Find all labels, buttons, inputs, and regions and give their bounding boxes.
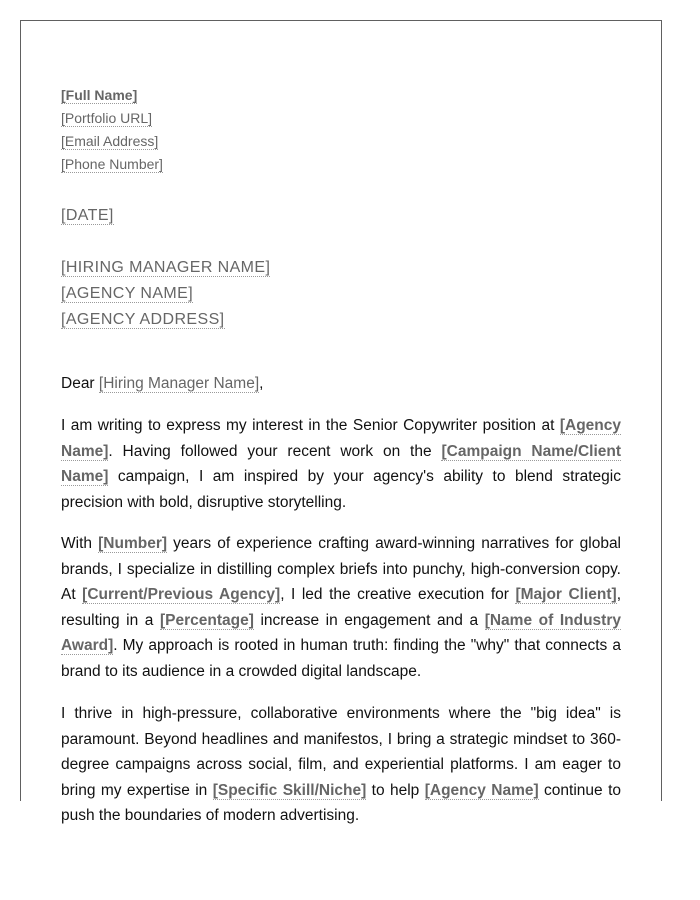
paragraph-text: With — [61, 535, 99, 552]
campaign-name-field[interactable]: [Campaign Name/Client Name] — [61, 442, 621, 485]
paragraph-intro — [61, 413, 621, 515]
paragraph-text: . My approach is rooted in human truth: finding the "why" that connects a brand to its audience in a crowded digital landscape. — [61, 637, 621, 680]
paragraph-experience — [61, 531, 621, 684]
paragraph-text: campaign, I am inspired by your agency's ability to blend strategic precision with bold, disruptive storytelling. — [61, 468, 621, 511]
paragraph-text: to help — [366, 781, 425, 799]
industry-award-field[interactable]: [Name of Industry Award] — [61, 611, 621, 654]
paragraph-text: increase in engagement and a — [253, 611, 485, 629]
paragraph-text: I thrive in high-pressure, collaborative environments where the "big idea" is paramount. Beyond headlines and manifestos, I bring a strategic mindset to 360-degree campaigns across social, film, and experiential platforms. I am eager to bring my expertise in — [61, 705, 621, 799]
salutation — [61, 372, 263, 396]
current-agency-field[interactable]: [Current/Previous Agency] — [82, 586, 281, 603]
paragraph-text: , I led the creative execution for — [280, 586, 516, 603]
salutation-prefix: Dear — [61, 375, 99, 392]
major-client-field[interactable]: [Major Client] — [515, 586, 617, 603]
document-page — [20, 20, 662, 824]
recipient-block — [61, 255, 270, 333]
portfolio-url-field[interactable]: [Portfolio URL] — [61, 110, 153, 126]
agency-name-inline-field[interactable]: [Agency Name] — [61, 417, 621, 460]
sender-block — [61, 84, 163, 176]
paragraph-text: I am writing to express my interest in the Senior Copywriter position at — [61, 417, 560, 434]
paragraph-text: . Having followed your recent work on the — [108, 442, 442, 460]
email-field[interactable]: [Email Address] — [61, 133, 159, 149]
specific-skill-field[interactable]: [Specific Skill/Niche] — [212, 781, 367, 799]
agency-name-inline-field[interactable]: [Agency Name] — [424, 781, 539, 799]
salutation-suffix: , — [259, 375, 264, 392]
agency-name-field[interactable]: [AGENCY NAME] — [61, 285, 194, 302]
paragraph-text: years of experience crafting award-winning narratives for global brands, I specialize in distilling complex briefs into punchy, high-conversion copy. At — [61, 535, 622, 603]
paragraph-text: , resulting in a — [61, 586, 621, 629]
percentage-field[interactable]: [Percentage] — [160, 611, 254, 629]
phone-field[interactable]: [Phone Number] — [61, 156, 163, 172]
date-line — [61, 204, 114, 228]
hiring-manager-field[interactable]: [HIRING MANAGER NAME] — [61, 259, 271, 276]
full-name-field[interactable]: [Full Name] — [61, 87, 138, 103]
paragraph-fit — [61, 701, 621, 829]
salutation-name-field[interactable]: [Hiring Manager Name] — [98, 375, 260, 392]
paragraph-text: continue to push the boundaries of modern advertising. — [61, 781, 621, 824]
agency-address-field[interactable]: [AGENCY ADDRESS] — [61, 311, 225, 328]
date-field[interactable]: [DATE] — [61, 207, 114, 224]
years-number-field[interactable]: [Number] — [98, 535, 168, 552]
